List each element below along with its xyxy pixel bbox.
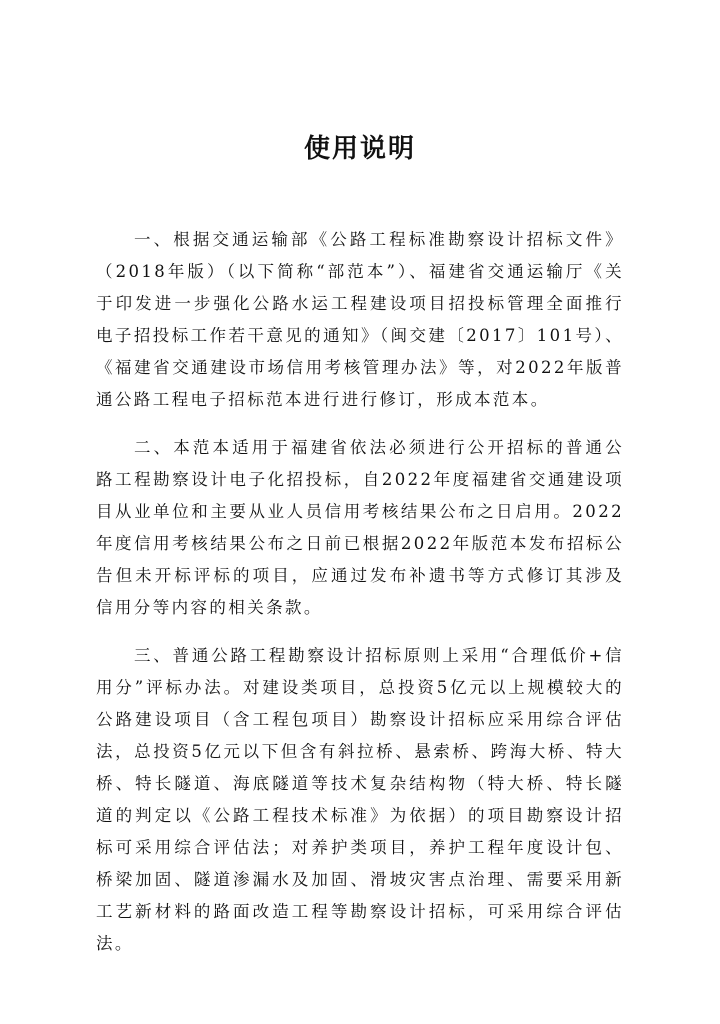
- page-title: 使用说明: [303, 134, 416, 164]
- paragraph-1: 一、根据交通运输部《公路工程标准勘察设计招标文件》（2018年版）（以下简称“部范本”）、福建省交通运输厅《关于印发进一步强化公路水运工程建设项目招投标管理全面推行电子招投标工作若干意见的通知》（闽交建〔2017〕101号）、《福建省交通建设市场信用考核管理办法》等，对2022年版普通公路工程电子招标范本进行进行修订，形成本范本。: [96, 230, 624, 409]
- paragraph-2: 二、本范本适用于福建省依法必须进行公开招标的普通公路工程勘察设计电子化招投标，自2022年度福建省交通建设项目从业单位和主要从业人员信用考核结果公布之日启用。2022年度信用考核结果公布之日前已根据2022年版范本发布招标公告但未开标评标的项目，应通过发布补遗书等方式修订其涉及信用分等内容的相关条款。: [96, 438, 624, 617]
- paragraph-3: 三、普通公路工程勘察设计招标原则上采用“合理低价+信用分”评标办法。对建设类项目，总投资5亿元以上规模较大的公路建设项目（含工程包项目）勘察设计招标应采用综合评估法，总投资5亿元以下但含有斜拉桥、悬索桥、跨海大桥、特大桥、特长隧道、海底隧道等技术复杂结构物（特大桥、特长隧道的判定以《公路工程技术标准》为依据）的项目勘察设计招标可采用综合评估法；对养护类项目，养护工程年度设计包、桥梁加固、隧道渗漏水及加固、滑坡灾害点治理、需要采用新工艺新材料的路面改造工程等勘察设计招标，可采用综合评估法。: [96, 646, 624, 953]
- document-body: [96, 224, 624, 976]
